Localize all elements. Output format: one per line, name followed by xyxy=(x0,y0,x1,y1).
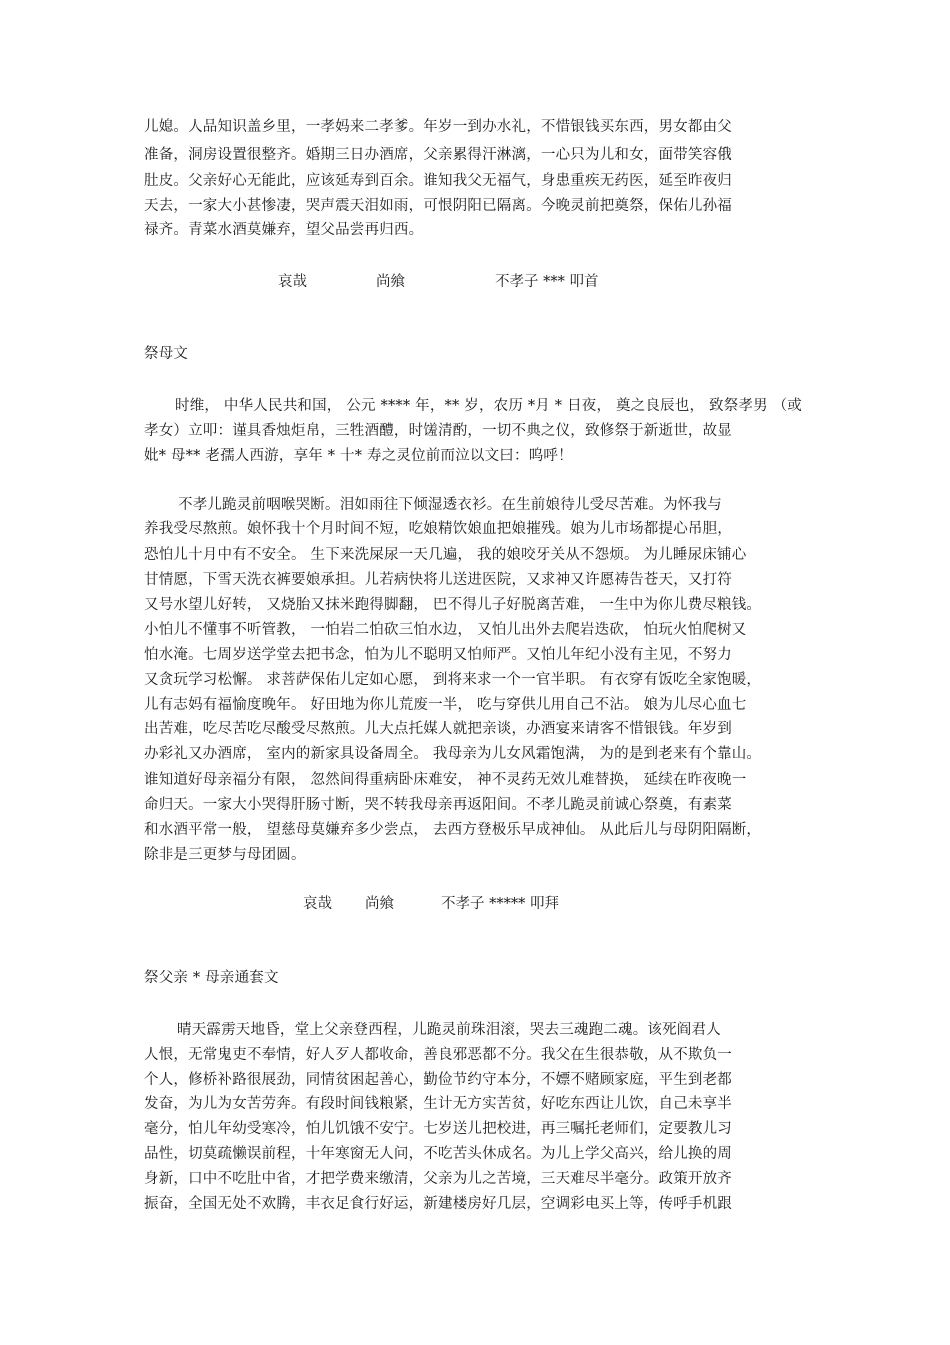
mother-body-4: 甘情愿，下雪天洗衣裤要娘承担。儿若病快将儿送进医院，又求神又许愿祷告苍天，又打符 xyxy=(144,572,732,588)
mother-preface-1: 时维， 中华人民共和国， 公元 **** 年，** 岁，农历 *月 * 日夜， 奠之良辰也， 致祭孝男 （或 xyxy=(175,398,802,414)
father-line-1: 儿媳。人品知识盖乡里，一孝妈来二孝爹。年岁一到办水礼，不惜银钱买东西，男女都由父 xyxy=(144,119,732,135)
general-body-7: 身新，口中不吃肚中省，才把学费来缴清，父亲为儿之苦境，三天难尽半毫分。政策开放齐 xyxy=(144,1171,732,1187)
mother-body-9: 儿有志妈有福愉度晚年。 好田地为你儿荒废一半， 吃与穿供儿用自己不沾。 娘为儿尽心血七 xyxy=(144,697,747,713)
general-body-6: 品性，切莫疏懒误前程，十年寒窗无人问，不吃苦头休成名。为儿上学父高兴，给儿换的周 xyxy=(144,1146,732,1162)
general-body-2: 人恨，无常鬼吏不奉情，好人歹人都收命，善良邪恶都不分。我父在生很恭敬，从不欺负一 xyxy=(144,1047,732,1063)
mother-sig-signer: 不孝子 ***** 叩拜 xyxy=(441,896,559,912)
mother-body-3: 恐怕儿十月中有不安全。 生下来洗屎尿一天几遍， 我的娘咬牙关从不怨烦。 为儿睡尿床铺心 xyxy=(144,547,747,563)
father-sig-lament: 哀哉 xyxy=(278,274,307,290)
mother-body-2: 养我受尽熬煎。娘怀我十个月时间不短，吃娘精饮娘血把娘摧残。娘为儿市场都提心吊胆， xyxy=(144,521,732,537)
mother-title: 祭母文 xyxy=(144,346,189,362)
general-body-4: 发奋，为儿为女苦劳奔。有段时间钱粮紧，生计无方实苦贫，好吃东西让儿饮，自己未享半 xyxy=(144,1096,732,1112)
father-line-4: 天去，一家大小甚惨凄，哭声震天泪如雨，可恨阴阳已隔离。今晚灵前把奠祭，保佑儿孙福 xyxy=(144,198,732,214)
mother-preface-3: 妣* 母** 老孺人西游，享年 * 十* 寿之灵位前而泣以文曰：呜呼！ xyxy=(144,448,573,464)
general-body-1: 晴天霹雳天地昏，堂上父亲登西程，儿跪灵前珠泪滚，哭去三魂跑二魂。该死阎君人 xyxy=(177,1022,721,1038)
mother-body-14: 和水酒平常一般， 望慈母莫嫌弃多少尝点， 去西方登极乐早成神仙。 从此后儿与母阴阳隔断， xyxy=(144,822,762,838)
mother-body-15: 除非是三更梦与母团圆。 xyxy=(144,847,306,863)
mother-body-6: 小怕儿不懂事不听管教， 一怕岩二怕砍三怕水边， 又怕儿出外去爬岩迭砍， 怕玩火怕爬树又 xyxy=(144,622,747,638)
general-title: 祭父亲 * 母亲通套文 xyxy=(144,970,279,986)
mother-body-11: 办彩礼又办酒席， 室内的新家具设备周全。 我母亲为儿女风霜饱满， 为的是到老来有个靠山。 xyxy=(144,746,762,762)
mother-body-10: 出苦难，吃尽苦吃尽酸受尽熬煎。儿大点托媒人就把亲谈，办酒宴来请客不惜银钱。年岁到 xyxy=(144,721,732,737)
mother-preface-2: 孝女）立叩：谨具香烛炬帛，三牲酒醴，时馐清酌，一切不典之仪，致修祭于新逝世，故显 xyxy=(144,423,732,439)
mother-body-1: 不孝儿跪灵前咽喉哭断。泪如雨往下倾湿透衣衫。在生前娘待儿受尽苦难。为怀我与 xyxy=(178,497,722,513)
father-line-3: 肚皮。父亲好心无能此，应该延寿到百余。谁知我父无福气，身患重疾无药医，延至昨夜归 xyxy=(144,173,732,189)
father-sig-offering: 尚飨 xyxy=(376,274,405,290)
general-body-5: 毫分，怕儿年幼受寒冷，怕儿饥饿不安宁。七岁送儿把校进，再三嘱托老师们，定要教儿习 xyxy=(144,1121,732,1137)
mother-body-7: 怕水淹。七周岁送学堂去把书念，怕为儿不聪明又怕师严。又怕儿年纪小没有主见，不努力 xyxy=(144,647,732,663)
mother-body-5: 又号水望儿好转， 又烧胎又抹米跑得脚翻， 巴不得儿子好脱离苦难， 一生中为你儿费尽粮钱。 xyxy=(144,597,762,613)
mother-body-13: 命归天。一家大小哭得肝肠寸断，哭不转我母亲再返阳间。不孝儿跪灵前诚心祭奠，有素菜 xyxy=(144,797,732,813)
mother-sig-offering: 尚飨 xyxy=(365,896,394,912)
mother-sig-lament: 哀哉 xyxy=(303,896,332,912)
father-line-5: 禄齐。青菜水酒莫嫌弃，望父品尝再归西。 xyxy=(144,222,424,238)
general-body-3: 个人，修桥补路很展劲，同情贫困起善心，勤俭节约守本分，不嫖不赌顾家庭，平生到老都 xyxy=(144,1072,732,1088)
father-line-2: 准备，洞房设置很整齐。婚期三日办酒席，父亲累得汗淋漓，一心只为儿和女，面带笑容俄 xyxy=(144,147,732,163)
mother-body-8: 又贪玩学习松懈。 求菩萨保佑儿定如心愿， 到将来求一个一官半职。 有衣穿有饭吃全家饱暖， xyxy=(144,672,762,688)
general-body-8: 振奋，全国无处不欢腾，丰衣足食行好运，新建楼房好几层，空调彩电买上等，传呼手机跟 xyxy=(144,1196,732,1212)
mother-body-12: 谁知道好母亲福分有限， 忽然间得重病卧床难安， 神不灵药无效儿难替换， 延续在昨夜晚一 xyxy=(144,772,747,788)
father-sig-signer: 不孝子 *** 叩首 xyxy=(495,274,599,290)
